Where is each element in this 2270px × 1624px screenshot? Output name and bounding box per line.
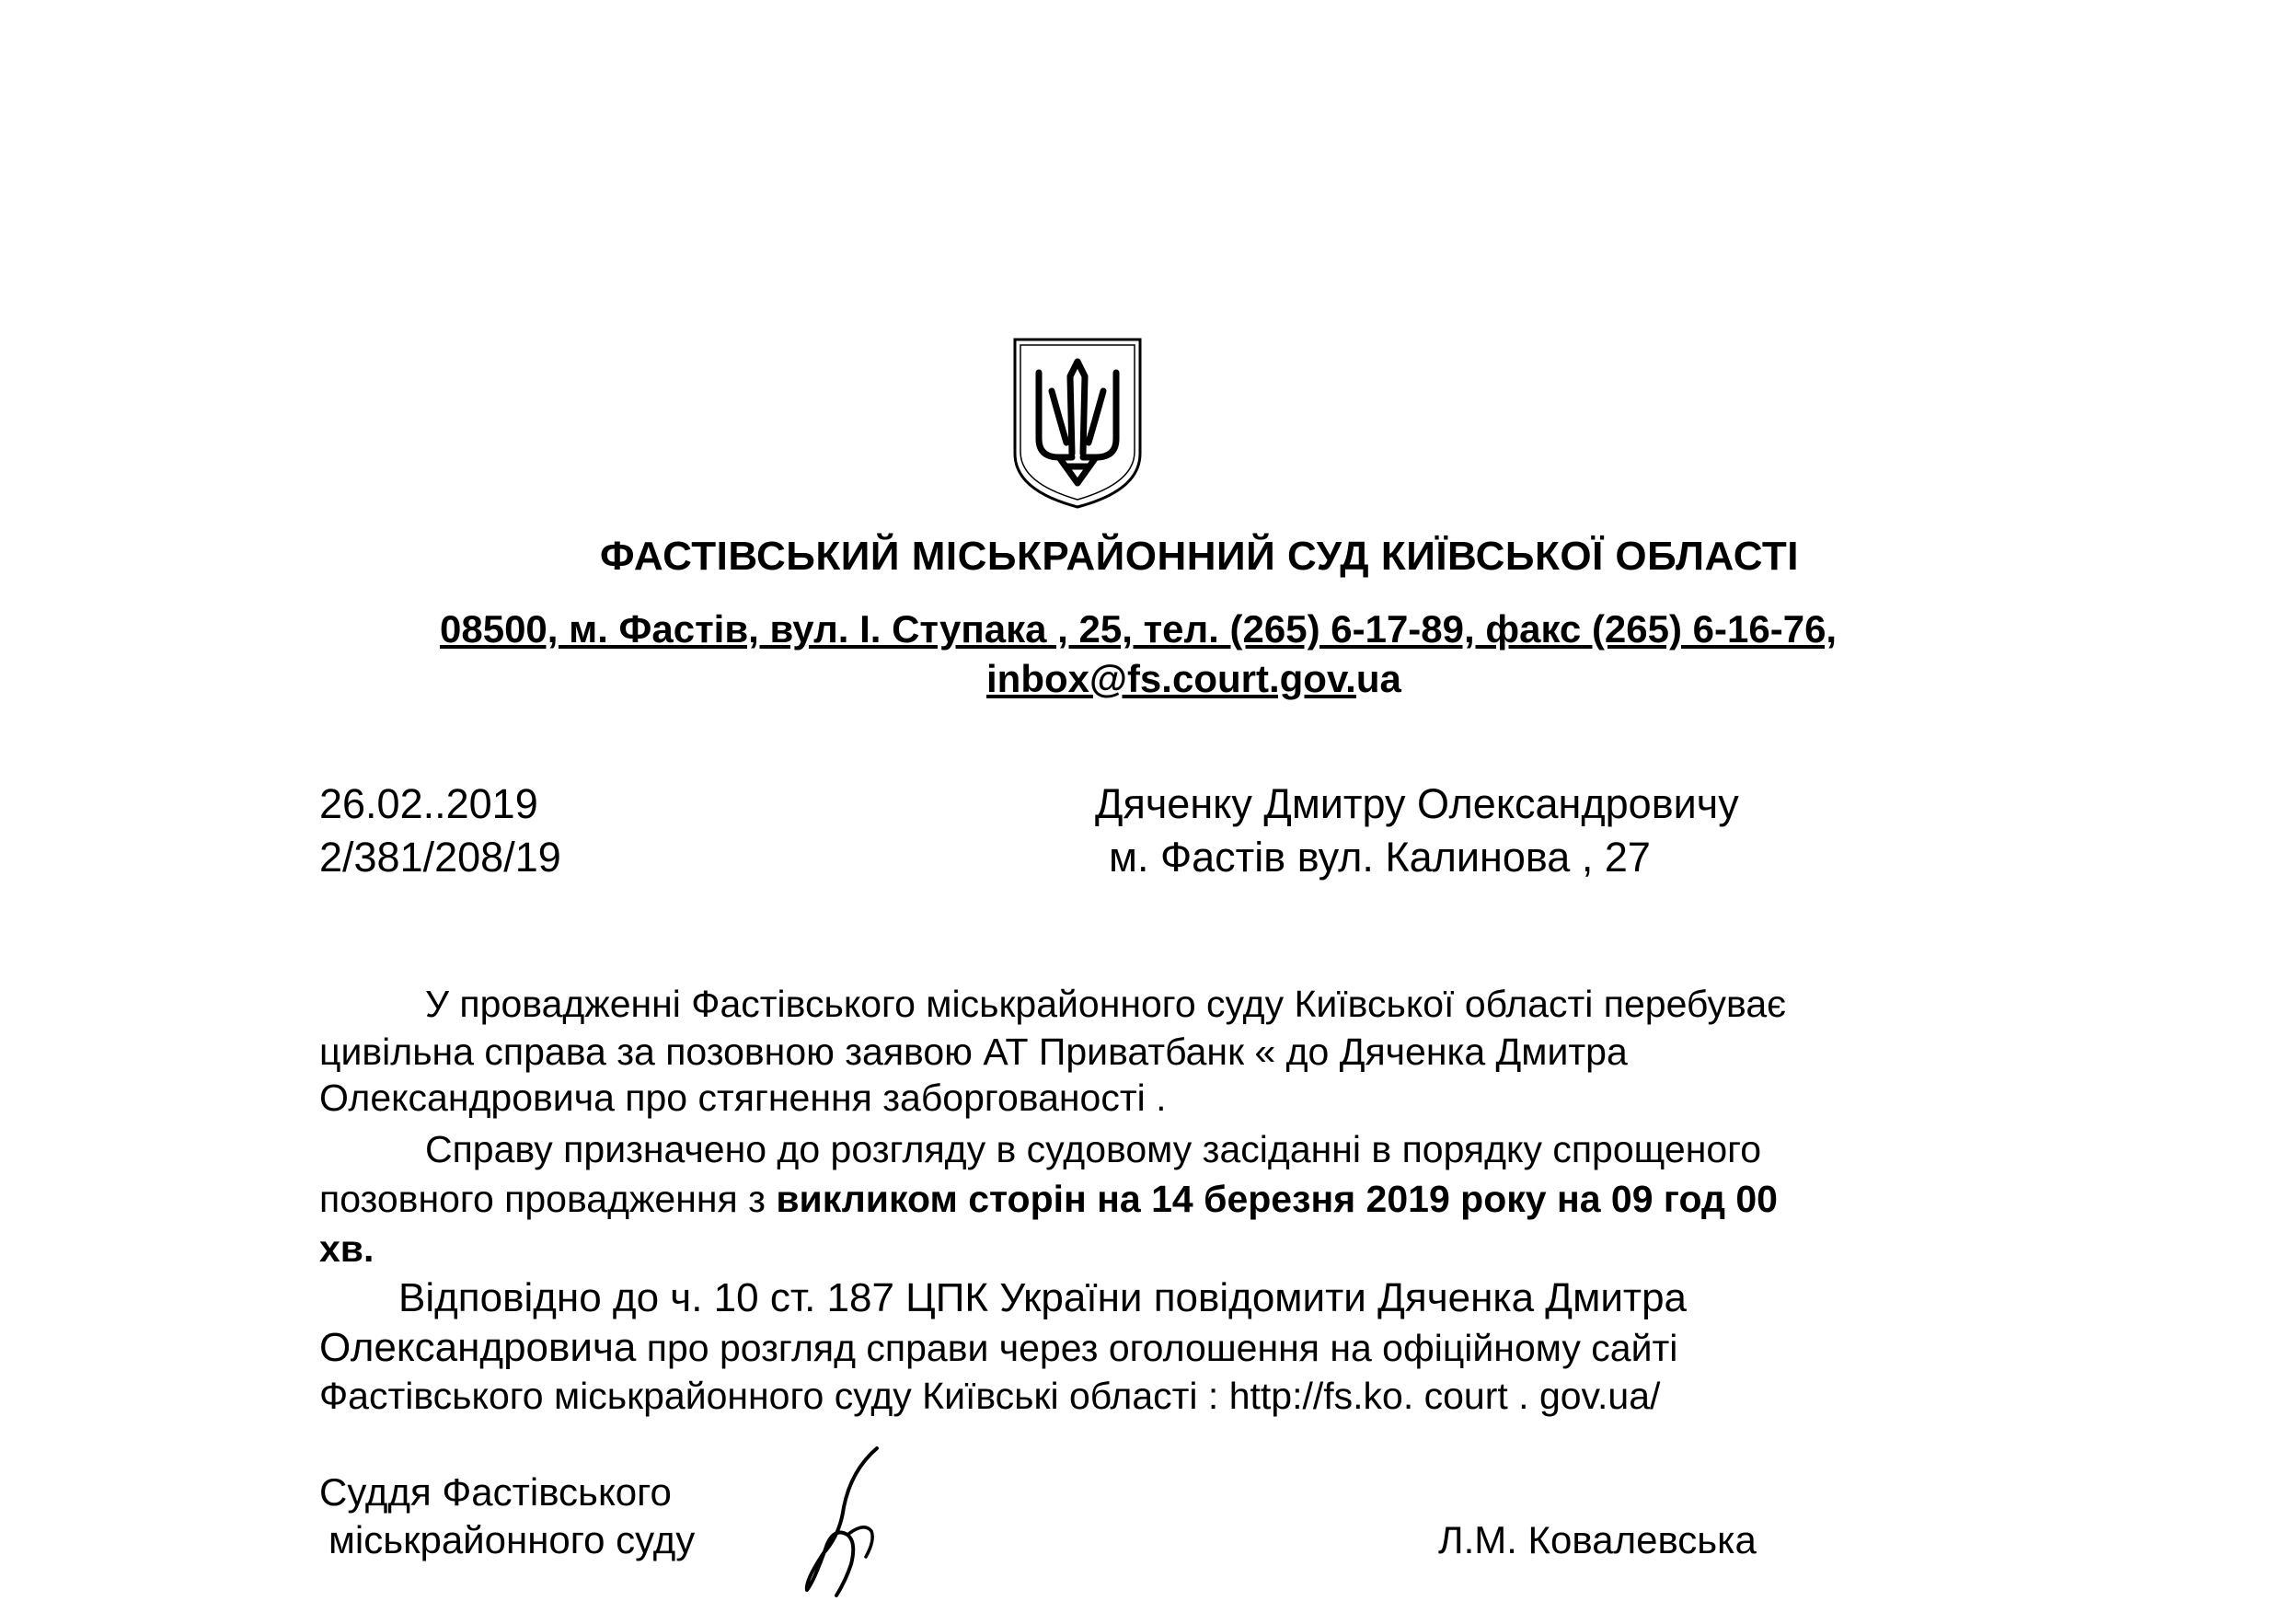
court-email: [986, 657, 1401, 701]
procedure-text: позовного провадження з: [319, 1178, 777, 1220]
court-email-address: inbox@fs.court.gov.: [986, 657, 1356, 700]
letter-date: 26.02..2019: [319, 780, 538, 827]
court-address: 08500, м. Фастів, вул. І. Ступака , 25, тел. (265) 6-17-89, факс (265) 6-16-76,: [440, 607, 1838, 651]
body-paragraph-1-line-1: У провадженні Фастівського міськрайонного суду Київської області перебуває: [425, 983, 1787, 1025]
body-paragraph-3-line-3: Фастівського міськрайонного суду Київські області : http://fs.ko. court . gov.ua/: [319, 1375, 1661, 1417]
court-name-heading: ФАСТІВСЬКИЙ МІСЬКРАЙОННИЙ СУД КИЇВСЬКОЇ ОБЛАСТІ: [599, 534, 1800, 579]
trident-coat-of-arms-icon: [1011, 336, 1144, 511]
body-paragraph-2-line-3: хв.: [319, 1227, 374, 1270]
body-paragraph-1-line-2: цивільна справа за позовною заявою АТ Приватбанк « до Дяченка Дмитра: [319, 1031, 1628, 1073]
body-paragraph-3-line-2: [319, 1325, 1677, 1371]
judge-name: Л.М. Ковалевська: [1438, 1518, 1757, 1561]
body-paragraph-2-line-1: Справу призначено до розгляду в судовому засіданні в порядку спрощеного: [425, 1128, 1762, 1170]
defendant-patronymic: Олександровича: [319, 1325, 637, 1370]
recipient-name: Дяченку Дмитру Олександровичу: [1095, 780, 1739, 827]
court-email-domain: ua: [1355, 657, 1401, 700]
recipient-address: м. Фастів вул. Калинова , 27: [1109, 834, 1651, 881]
case-number: 2/381/208/19: [319, 834, 561, 881]
judge-title-line-1: Суддя Фастівського: [319, 1470, 672, 1514]
notice-text: про розгляд справи через оголошення на офіційному сайті: [636, 1327, 1678, 1369]
hearing-date-time: викликом сторін на 14 березня 2019 року на 09 год 00: [776, 1178, 1778, 1220]
body-paragraph-3-line-1: Відповідно до ч. 10 ст. 187 ЦПК України повідомити Дяченка Дмитра: [398, 1275, 1688, 1320]
body-paragraph-1-line-3: Олександровича про стягнення заборгованості .: [319, 1077, 1167, 1119]
judge-title-line-2: міськрайонного суду: [328, 1518, 696, 1561]
handwritten-signature-icon: [787, 1443, 888, 1599]
body-paragraph-2-line-2: [319, 1178, 1778, 1221]
